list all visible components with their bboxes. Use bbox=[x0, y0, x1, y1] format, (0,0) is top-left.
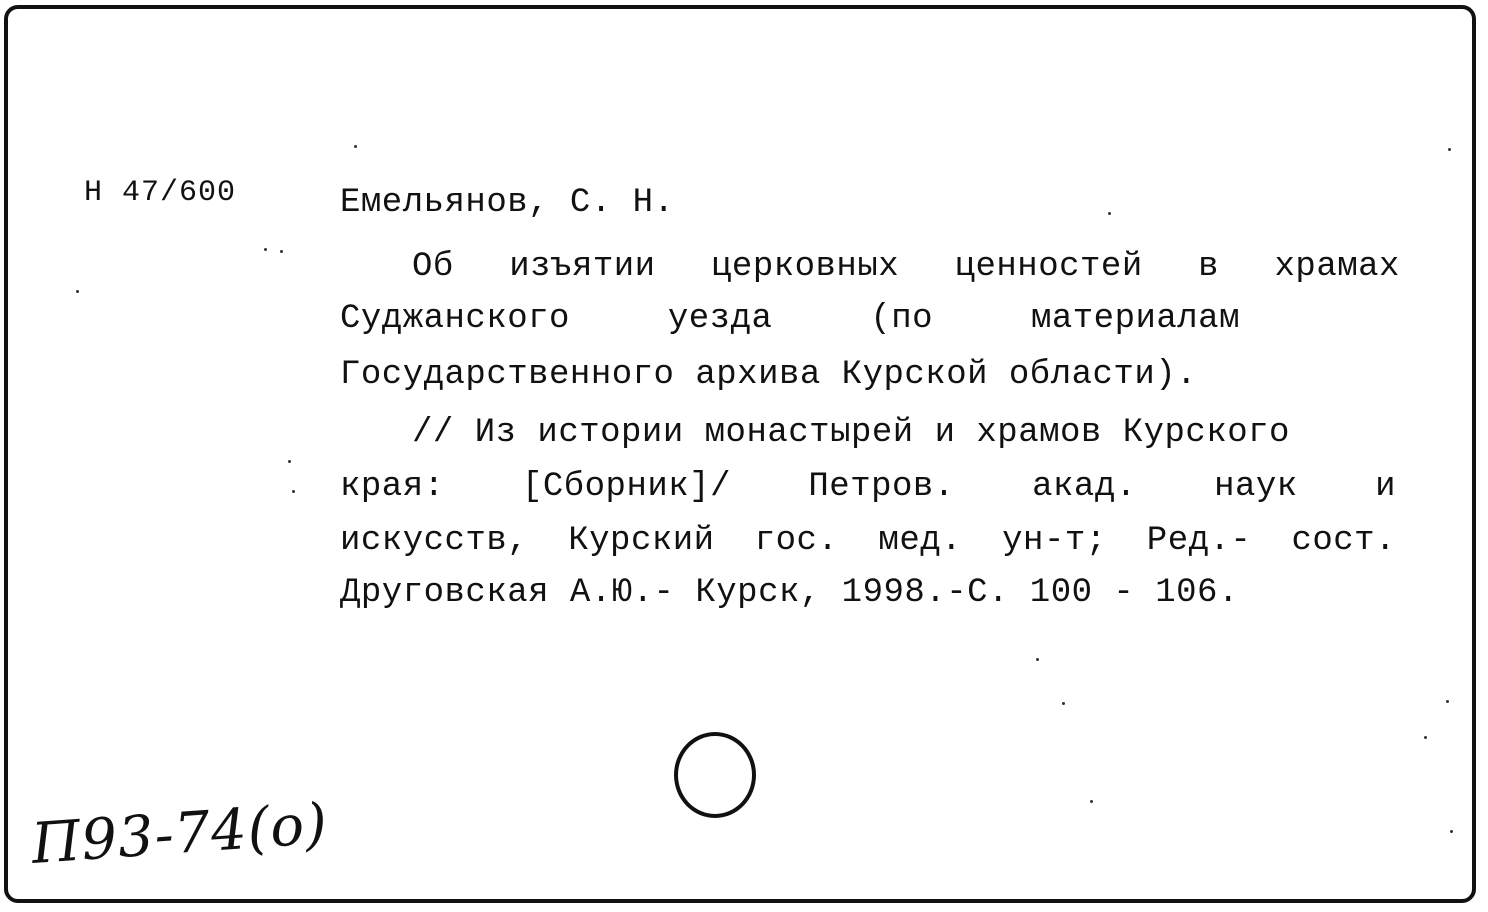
source-line-1 bbox=[412, 414, 1290, 452]
source-word: края: bbox=[340, 468, 445, 506]
scan-speck bbox=[1446, 700, 1449, 703]
scan-speck bbox=[76, 290, 79, 293]
source-word: гос. bbox=[754, 522, 839, 560]
title-word: в bbox=[1198, 248, 1220, 286]
source-word: ун-т; bbox=[1002, 522, 1107, 560]
scan-speck bbox=[288, 460, 291, 463]
title-word: материалам bbox=[1030, 300, 1240, 338]
source-word: [Сборник]/ bbox=[521, 468, 731, 506]
shelf-mark: Н 47/600 bbox=[84, 176, 237, 210]
scan-speck bbox=[1090, 800, 1093, 803]
source-word: Ред.- bbox=[1146, 522, 1252, 560]
scan-speck bbox=[292, 490, 295, 493]
scan-speck bbox=[280, 250, 283, 253]
source-word: Петров. bbox=[808, 468, 955, 506]
title-line-3 bbox=[340, 356, 1197, 394]
source-word: искусств, bbox=[340, 522, 529, 560]
handwritten-call-number: П93-74(о) bbox=[29, 791, 330, 877]
source-word: мед. bbox=[878, 522, 963, 560]
scan-speck bbox=[1448, 148, 1451, 151]
title-word: уезда bbox=[667, 300, 773, 338]
scan-speck bbox=[1108, 212, 1111, 215]
source-line-4 bbox=[340, 574, 1239, 612]
source-text: Друговская А.Ю.- Курск, 1998.-С. 100 - 106. bbox=[340, 574, 1239, 612]
punch-hole bbox=[674, 732, 756, 818]
scan-speck bbox=[354, 145, 357, 148]
scan-speck bbox=[264, 248, 267, 251]
scan-speck bbox=[1450, 830, 1453, 833]
source-word: Курский bbox=[568, 522, 715, 560]
title-word: Об bbox=[412, 248, 454, 286]
title-word: Суджанского bbox=[340, 300, 570, 338]
source-word: и bbox=[1375, 468, 1396, 506]
title-text: Государственного архива Курской области). bbox=[340, 356, 1198, 394]
source-word: акад. bbox=[1032, 468, 1137, 506]
title-word: храмах bbox=[1274, 248, 1400, 286]
source-word: сост. bbox=[1291, 522, 1396, 560]
scan-speck bbox=[1424, 736, 1427, 739]
scan-speck bbox=[1036, 658, 1039, 661]
source-line-2 bbox=[340, 468, 1396, 506]
title-word: изъятии bbox=[509, 248, 656, 286]
author-heading: Емельянов, С. Н. bbox=[340, 184, 675, 222]
title-line-1 bbox=[412, 248, 1400, 286]
title-line-2 bbox=[340, 300, 1240, 338]
title-word: ценностей bbox=[954, 248, 1143, 286]
source-text: // Из истории монастырей и храмов Курского bbox=[412, 414, 1290, 452]
title-word: церковных bbox=[711, 248, 900, 286]
scan-speck bbox=[1062, 702, 1065, 705]
source-word: наук bbox=[1214, 468, 1298, 506]
title-word: (по bbox=[870, 300, 934, 338]
source-line-3 bbox=[340, 522, 1396, 560]
